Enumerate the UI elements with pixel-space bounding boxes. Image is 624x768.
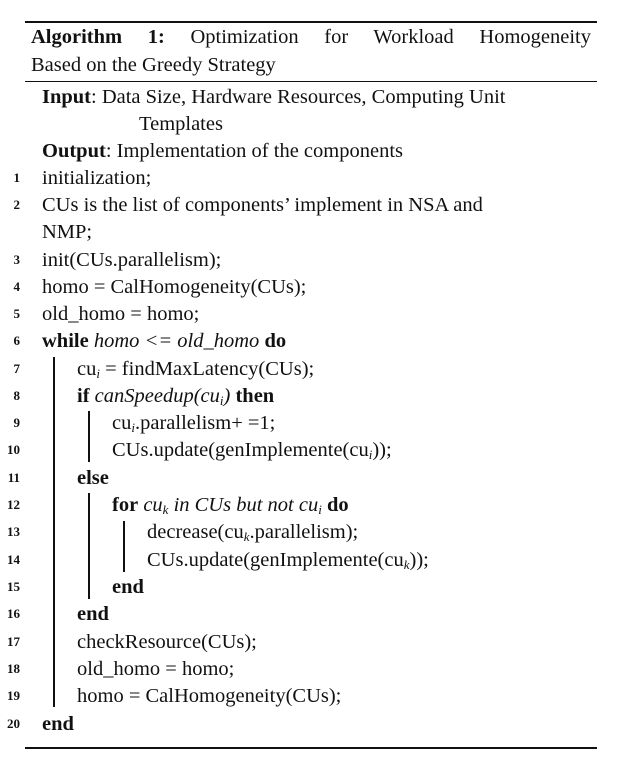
line-number: 3 (13, 252, 20, 267)
algo-line-5 (13, 300, 597, 328)
line-number: 1 (13, 170, 20, 185)
algo-line-13 (7, 518, 597, 546)
while-block-bar (53, 357, 55, 707)
input-line (25, 83, 597, 111)
algo-line-3 (13, 246, 597, 274)
line-number: 17 (7, 634, 20, 649)
line-text: initialization; (42, 167, 152, 189)
line-text: cu (112, 412, 132, 434)
line-number: 4 (13, 279, 20, 294)
for-block-bar (123, 521, 125, 572)
while-keyword: while (42, 330, 89, 352)
caption-rule (25, 81, 597, 82)
output-keyword: Output (42, 140, 106, 162)
line-number: 14 (7, 552, 20, 567)
line-text: old_homo = homo; (42, 303, 200, 325)
line-text: = findMaxLatency(CUs); (99, 358, 315, 380)
while-condition: homo <= old_homo (93, 330, 260, 352)
line-text: homo = CalHomogeneity(CUs); (77, 685, 342, 707)
input-keyword: Input (42, 86, 92, 108)
line-number: 8 (13, 388, 20, 403)
end-keyword: end (42, 713, 74, 735)
line-text: .parallelism+ =1; (134, 412, 276, 434)
line-number: 15 (7, 579, 20, 594)
line-number: 18 (7, 661, 20, 676)
algo-line-4 (13, 273, 597, 301)
line-number: 16 (7, 606, 20, 621)
output-text: : Implementation of the components (105, 140, 403, 162)
algo-line-16 (7, 600, 597, 628)
line-text: )); (372, 439, 392, 461)
line-text: CUs is the list of components’ implement in NSA and (42, 194, 483, 216)
algorithm-box (7, 0, 597, 768)
for-condition (143, 494, 322, 516)
algo-line-1 (13, 164, 597, 192)
line-text: )); (409, 549, 429, 571)
algorithm-caption-line-1 (31, 23, 591, 51)
line-text: .parallelism); (249, 521, 359, 543)
else-keyword: else (77, 467, 109, 489)
condition-text: ) (223, 385, 231, 407)
algo-line-12 (7, 491, 597, 519)
input-text-1: : Data Size, Hardware Resources, Computing Unit (91, 86, 506, 108)
algo-line-2-cont (25, 218, 597, 246)
if-block-bar (88, 411, 90, 462)
algo-line-14 (7, 546, 597, 574)
algorithm-title-1: Optimization for Workload Homogeneity (190, 26, 591, 48)
subscript: k (162, 502, 169, 517)
do-keyword: do (264, 330, 287, 352)
algo-line-7 (13, 355, 597, 383)
condition-text: cu (143, 494, 163, 516)
line-text: NMP; (42, 221, 93, 243)
algo-line-18 (7, 655, 597, 683)
line-number: 13 (7, 524, 20, 539)
subscript: i (219, 393, 224, 408)
algo-line-8 (13, 382, 597, 410)
line-number: 5 (13, 306, 20, 321)
line-number: 20 (7, 716, 20, 731)
algo-line-17 (7, 628, 597, 656)
input-text-2: Templates (139, 113, 223, 135)
end-keyword: end (77, 603, 109, 625)
algorithm-label: Algorithm 1: (31, 26, 165, 48)
end-keyword: end (112, 576, 144, 598)
for-keyword: for (112, 494, 139, 516)
subscript: k (403, 557, 410, 572)
then-keyword: then (235, 385, 275, 407)
else-block-bar (88, 493, 90, 599)
algo-line-2 (13, 191, 597, 219)
line-number: 19 (7, 688, 20, 703)
condition-text: in CUs but not cu (168, 494, 319, 516)
line-number: 11 (7, 470, 20, 485)
line-number: 12 (7, 497, 20, 512)
line-number: 2 (13, 197, 20, 212)
line-text: homo = CalHomogeneity(CUs); (42, 276, 307, 298)
line-number: 9 (13, 415, 20, 430)
subscript: i (96, 366, 100, 381)
subscript: k (243, 529, 250, 544)
condition-text: canSpeedup(cu (94, 385, 220, 407)
algo-line-15 (7, 573, 597, 601)
algo-line-11 (7, 464, 597, 492)
if-keyword: if (77, 385, 90, 407)
line-text: init(CUs.parallelism); (42, 249, 222, 271)
line-text: decrease(cu (147, 521, 244, 543)
subscript: i (318, 502, 322, 517)
algo-line-19 (7, 682, 597, 710)
subscript: i (131, 420, 135, 435)
algo-line-9 (13, 409, 597, 437)
algo-line-20 (7, 710, 597, 738)
algo-line-6 (13, 327, 597, 355)
line-text: checkResource(CUs); (77, 631, 257, 653)
line-number: 10 (7, 442, 20, 457)
algorithm-caption-line-2: Based on the Greedy Strategy (31, 54, 276, 76)
if-condition (95, 385, 231, 407)
line-text: CUs.update(genImplemente(cu (147, 549, 404, 571)
do-keyword: do (326, 494, 349, 516)
line-text: old_homo = homo; (77, 658, 235, 680)
line-number: 6 (13, 333, 20, 348)
bottom-rule (25, 747, 597, 749)
input-line-2 (25, 110, 597, 138)
output-line (25, 137, 597, 165)
line-text: CUs.update(genImplemente(cu (112, 439, 369, 461)
algo-line-10 (7, 436, 597, 464)
subscript: i (368, 447, 373, 462)
line-text: cu (77, 358, 97, 380)
line-number: 7 (13, 361, 20, 376)
